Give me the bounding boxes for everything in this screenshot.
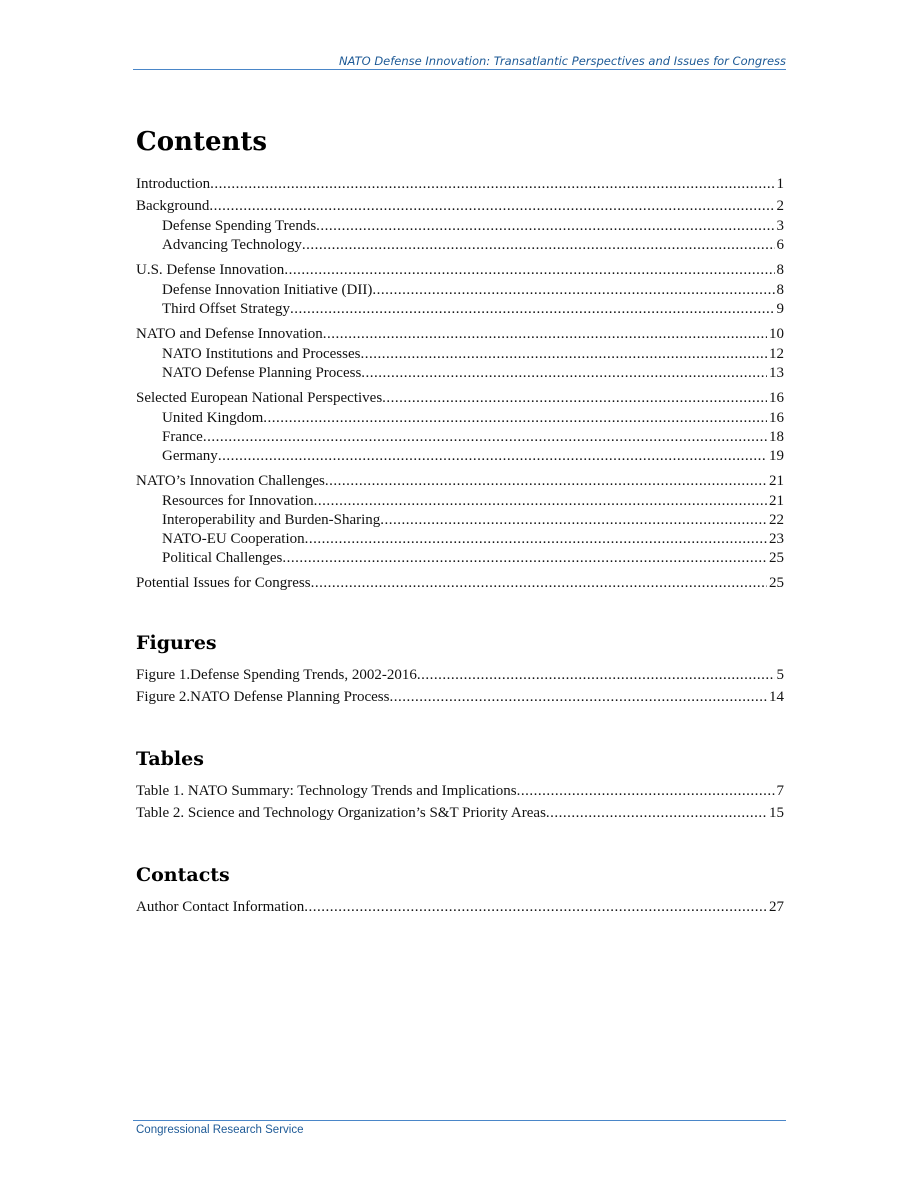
dot-leader [282,549,767,568]
table-entry-title: Table 2. Science and Technology Organization’s S&T Priority Areas [136,805,546,821]
contact-entry-author[interactable] [136,896,784,918]
dot-leader [290,300,774,319]
dot-leader [311,572,767,594]
dot-leader [302,236,775,255]
toc-entry-page: 21 [769,473,784,489]
figures-section [136,631,784,705]
dot-leader [417,664,775,686]
dot-leader [361,364,767,383]
toc-entry-title: Political Challenges [162,550,283,566]
figure-entry-page: 5 [776,667,784,683]
dot-leader [203,428,767,447]
toc-entry-nato-institutions[interactable] [136,345,784,364]
toc-entry-page: 12 [769,346,784,362]
toc-entry-united-kingdom[interactable] [136,409,784,428]
header-rule [133,69,786,70]
dot-leader [325,470,767,492]
dot-leader [546,802,767,824]
table-entry-2[interactable] [136,802,784,824]
toc-entry-title: Defense Innovation Initiative (DII) [162,282,373,298]
figure-entry-title: Figure 2.NATO Defense Planning Process [136,689,390,705]
dot-leader [284,259,774,281]
toc-entry-title: Third Offset Strategy [162,301,291,317]
toc-entry-page: 19 [769,448,784,464]
toc-entry-title: NATO and Defense Innovation [136,326,323,342]
dot-leader [316,217,774,236]
running-header: NATO Defense Innovation: Transatlantic Perspectives and Issues for Congress [338,54,786,68]
toc-entry-title: Resources for Innovation [162,493,314,509]
tables-heading: Tables [136,748,204,770]
running-footer: Congressional Research Service [136,1124,304,1136]
toc-entry-title: NATO Institutions and Processes [162,346,361,362]
toc-entry-background[interactable] [136,195,784,217]
figure-entry-page: 14 [769,689,784,705]
figures-list [136,664,784,708]
table-entry-title: Table 1. NATO Summary: Technology Trends and Implications [136,783,517,799]
dot-leader [323,323,767,345]
dot-leader [314,492,767,511]
toc-entry-page: 18 [769,429,784,445]
toc-entry-page: 6 [776,237,784,253]
toc-entry-title: Background [136,198,210,214]
toc-entry-interoperability[interactable] [136,511,784,530]
toc-entry-title: Introduction [136,176,211,192]
dot-leader [263,409,767,428]
toc-entry-resources-for-innovation[interactable] [136,492,784,511]
contact-entry-page: 27 [769,899,784,915]
table-entry-page: 15 [769,805,784,821]
toc-entry-page: 9 [776,301,784,317]
toc-entry-page: 13 [769,365,784,381]
toc-entry-nato-eu-cooperation[interactable] [136,530,784,549]
toc-entry-european-perspectives[interactable] [136,387,784,409]
dot-leader [210,173,774,195]
toc-entry-title: France [162,429,203,445]
dot-leader [372,281,774,300]
toc-entry-page: 25 [769,575,784,591]
dot-leader [209,195,774,217]
toc-entry-defense-spending-trends[interactable] [136,217,784,236]
figures-heading: Figures [136,632,217,654]
toc-entry-title: Potential Issues for Congress [136,575,311,591]
toc-entry-us-defense-innovation[interactable] [136,259,784,281]
toc-entry-page: 3 [776,218,784,234]
dot-leader [389,686,767,708]
toc-entry-nato-defense-innovation[interactable] [136,323,784,345]
toc-entry-title: NATO Defense Planning Process [162,365,362,381]
toc-entry-title: Germany [162,448,218,464]
toc-entry-third-offset[interactable] [136,300,784,319]
toc-entry-advancing-technology[interactable] [136,236,784,255]
toc-entry-page: 2 [776,198,784,214]
dot-leader [380,511,767,530]
toc-entry-page: 25 [769,550,784,566]
toc-entry-page: 8 [776,282,784,298]
figure-entry-title: Figure 1.Defense Spending Trends, 2002-2016 [136,667,417,683]
toc-entry-introduction[interactable] [136,173,784,195]
toc-entry-nato-planning-process[interactable] [136,364,784,383]
contents-list [136,173,784,594]
tables-section [136,747,784,821]
toc-entry-title: Selected European National Perspectives [136,390,383,406]
table-entry-page: 7 [776,783,784,799]
toc-entry-page: 1 [776,176,784,192]
toc-entry-page: 16 [769,390,784,406]
tables-list [136,780,784,824]
dot-leader [360,345,767,364]
toc-entry-title: NATO-EU Cooperation [162,531,305,547]
figure-entry-2[interactable] [136,686,784,708]
toc-entry-dii[interactable] [136,281,784,300]
toc-entry-title: United Kingdom [162,410,264,426]
toc-entry-potential-issues[interactable] [136,572,784,594]
toc-entry-page: 21 [769,493,784,509]
footer-rule [133,1120,786,1121]
contacts-section [136,863,784,915]
toc-entry-political-challenges[interactable] [136,549,784,568]
contacts-heading: Contacts [136,864,230,886]
toc-entry-page: 10 [769,326,784,342]
toc-entry-page: 8 [776,262,784,278]
contents-section [136,126,784,591]
contact-entry-title: Author Contact Information [136,899,305,915]
toc-entry-nato-innovation-challenges[interactable] [136,470,784,492]
toc-entry-title: NATO’s Innovation Challenges [136,473,325,489]
toc-entry-title: U.S. Defense Innovation [136,262,285,278]
toc-entry-page: 22 [769,512,784,528]
contents-heading: Contents [136,127,268,157]
table-entry-1[interactable] [136,780,784,802]
toc-entry-title: Defense Spending Trends [162,218,317,234]
dot-leader [305,530,767,549]
dot-leader [382,387,767,409]
figure-entry-1[interactable] [136,664,784,686]
dot-leader [304,896,767,918]
toc-entry-title: Interoperability and Burden-Sharing [162,512,381,528]
toc-entry-page: 23 [769,531,784,547]
toc-entry-germany[interactable] [136,447,784,466]
toc-entry-france[interactable] [136,428,784,447]
contacts-list [136,896,784,918]
toc-entry-title: Advancing Technology [162,237,302,253]
dot-leader [218,447,767,466]
dot-leader [517,780,775,802]
toc-entry-page: 16 [769,410,784,426]
